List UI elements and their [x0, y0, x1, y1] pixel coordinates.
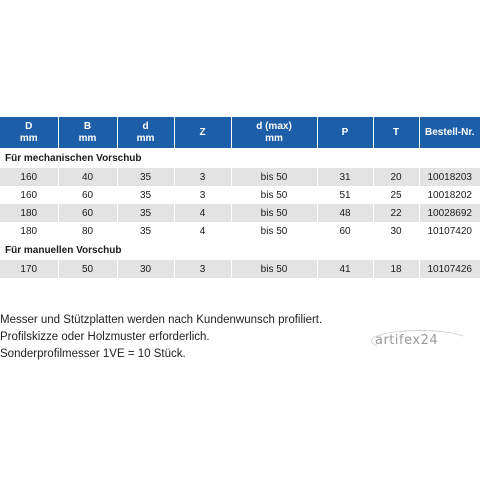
notes [0, 312, 400, 363]
artifex-logo [375, 333, 438, 348]
table-cell: 3 [174, 168, 231, 186]
table-cell: bis 50 [231, 204, 317, 222]
table-cell: 10018203 [419, 168, 480, 186]
table-cell: 10018202 [419, 186, 480, 204]
table-cell: 30 [373, 222, 419, 240]
table-cell: 3 [174, 260, 231, 278]
note-line: Sonderprofilmesser 1VE = 10 Stück. [0, 348, 186, 360]
logo-text: artifex24 [375, 333, 439, 348]
table-cell: 48 [317, 204, 373, 222]
table-cell: 170 [0, 260, 58, 278]
column-header-label: D [25, 120, 33, 132]
table-cell: 60 [58, 186, 117, 204]
table-cell: 35 [117, 222, 174, 240]
column-header-unit: mm [136, 132, 155, 144]
column-header-label: Bestell-Nr. [425, 126, 475, 138]
table-row [0, 186, 480, 204]
note-line: Profilskizze oder Holzmuster erforderlich. [0, 331, 210, 343]
note-line: Messer und Stützplatten werden nach Kundenwunsch profiliert. [0, 314, 323, 326]
table-row [0, 260, 480, 278]
group-title: Für mechanischen Vorschub [0, 148, 480, 168]
table-header-row [0, 117, 480, 148]
table-body [0, 148, 480, 278]
table-row [0, 204, 480, 222]
table-cell: 180 [0, 204, 58, 222]
column-header [231, 117, 317, 148]
group-row [0, 148, 480, 168]
table-cell: 35 [117, 204, 174, 222]
table-cell: 80 [58, 222, 117, 240]
table-row [0, 222, 480, 240]
table-cell: bis 50 [231, 260, 317, 278]
table-cell: 20 [373, 168, 419, 186]
table-cell: 60 [58, 204, 117, 222]
table-cell: 10028692 [419, 204, 480, 222]
column-header [117, 117, 174, 148]
table-cell: 22 [373, 204, 419, 222]
group-title: Für manuellen Vorschub [0, 240, 480, 260]
column-header-unit: mm [19, 132, 38, 144]
group-row [0, 240, 480, 260]
table-cell: 31 [317, 168, 373, 186]
table-cell: 10107420 [419, 222, 480, 240]
table-cell: 25 [373, 186, 419, 204]
table-cell: 50 [58, 260, 117, 278]
table-cell: 18 [373, 260, 419, 278]
column-header-label: T [392, 126, 400, 138]
column-header-label: B [83, 120, 92, 132]
table-row [0, 168, 480, 186]
column-header-label: Z [199, 126, 206, 138]
column-header [0, 117, 58, 148]
table-cell: 35 [117, 168, 174, 186]
column-header [58, 117, 117, 148]
table-cell: 10107426 [419, 260, 480, 278]
column-header-label: d (max) [256, 120, 292, 132]
column-header-unit: mm [78, 132, 97, 144]
column-header-label: P [341, 126, 349, 138]
table-cell: bis 50 [231, 168, 317, 186]
column-header [373, 117, 419, 148]
table-cell: 160 [0, 186, 58, 204]
table-cell: 35 [117, 186, 174, 204]
table-cell: 4 [174, 204, 231, 222]
table-cell: 41 [317, 260, 373, 278]
table-cell: 51 [317, 186, 373, 204]
table-cell: 160 [0, 168, 58, 186]
table-cell: 3 [174, 186, 231, 204]
column-header [419, 117, 480, 148]
table-cell: 4 [174, 222, 231, 240]
column-header-label: d [142, 120, 149, 132]
table-cell: bis 50 [231, 186, 317, 204]
product-table [0, 117, 480, 278]
column-header [174, 117, 231, 148]
table-cell: 40 [58, 168, 117, 186]
table-cell: bis 50 [231, 222, 317, 240]
table-cell: 30 [117, 260, 174, 278]
column-header [317, 117, 373, 148]
table-cell: 180 [0, 222, 58, 240]
column-header-unit: mm [265, 132, 283, 144]
logo-swoosh-icon [371, 330, 469, 352]
table-cell: 60 [317, 222, 373, 240]
